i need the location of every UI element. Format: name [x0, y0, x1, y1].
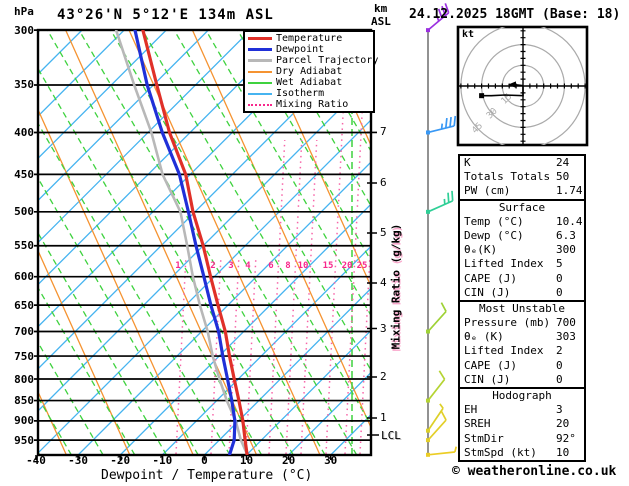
- table-label: Lifted Index: [464, 257, 544, 271]
- table-label: EH: [464, 403, 478, 417]
- km-tick-label: 6: [380, 176, 387, 189]
- legend-label: Dry Adiabat: [276, 65, 343, 77]
- wind-barb-station-dot: [426, 429, 430, 433]
- table-label: θₑ(K): [464, 243, 498, 257]
- mixing-ratio-value-label: 20: [341, 261, 353, 271]
- legend-item: [248, 88, 370, 99]
- wind-barb: [426, 411, 446, 442]
- table-row: [460, 272, 584, 286]
- legend-item: [248, 99, 370, 110]
- pressure-tick-label: 700: [14, 325, 34, 339]
- temp-tick-label: -40: [26, 454, 46, 467]
- parcel-trajectory-legend-swatch: [248, 59, 272, 62]
- legend-label: Wet Adiabat: [276, 76, 343, 88]
- pressure-tick-label: 750: [14, 349, 34, 363]
- info-table: [458, 154, 586, 462]
- km-tick-label: 7: [380, 125, 387, 139]
- table-label: Dewp (°C): [464, 228, 524, 242]
- table-value: 10: [556, 445, 570, 459]
- table-value: 0: [556, 285, 563, 299]
- wind-barb-station-dot: [426, 210, 430, 214]
- table-row: [460, 215, 584, 229]
- wind-barb-station-dot: [426, 399, 430, 403]
- table-label: CIN (J): [464, 285, 511, 299]
- mixing-ratio-value-label: 15: [322, 261, 334, 271]
- table-label: Lifted Index: [464, 344, 544, 358]
- legend-label: Mixing Ratio: [276, 98, 349, 110]
- table-label: Pressure (mb): [464, 316, 551, 330]
- table-section-header: Surface: [498, 200, 546, 214]
- page-title: 43°26'N 5°12'E 134m ASL: [57, 7, 274, 23]
- wind-barb-station-dot: [426, 438, 430, 442]
- wet-adiabat-legend-swatch: [248, 82, 272, 84]
- wind-barb-station-dot: [426, 130, 430, 134]
- table-label: θₑ (K): [464, 330, 504, 344]
- pressure-unit-label: hPa: [14, 5, 34, 18]
- table-value: 20: [556, 417, 570, 431]
- table-value: 3: [556, 403, 563, 417]
- table-section: [460, 199, 584, 300]
- table-label: CAPE (J): [464, 358, 517, 372]
- table-value: 24: [556, 156, 570, 169]
- wind-barb-glyph: [428, 303, 446, 332]
- table-value: 303: [556, 330, 576, 344]
- x-axis-title: Dewpoint / Temperature (°C): [101, 468, 313, 483]
- wind-barb-station-dot: [426, 330, 430, 334]
- hodograph-trace-end-marker: [479, 93, 484, 98]
- table-row: [460, 359, 584, 373]
- mixing-ratio-value-label: 8: [285, 261, 291, 271]
- table-value: 92°: [556, 431, 576, 445]
- table-label: Temp (°C): [464, 214, 524, 228]
- table-row: [460, 170, 584, 184]
- hodograph-unit-label: kt: [462, 29, 475, 40]
- pressure-tick-label: 600: [14, 270, 34, 284]
- table-section: [460, 300, 584, 387]
- table-section: [460, 387, 584, 460]
- pressure-tick-label: 950: [14, 433, 34, 447]
- table-section-header: Most Unstable: [478, 301, 566, 315]
- credit: © weatheronline.co.uk: [452, 464, 617, 479]
- table-row: [460, 257, 584, 271]
- mixing-ratio-value-label: 6: [268, 261, 274, 271]
- lcl-label: LCL: [381, 429, 401, 442]
- table-value: 0: [556, 271, 563, 285]
- table-value: 700: [556, 316, 576, 330]
- wind-barb-station-dot: [426, 453, 430, 457]
- wind-barb: [426, 447, 456, 457]
- mixing-ratio-legend-swatch: [248, 104, 272, 106]
- mixing-ratio-value-label: 25: [356, 261, 368, 271]
- table-row: [460, 417, 584, 431]
- table-row: [460, 432, 584, 446]
- dry-adiabat-legend-swatch: [248, 71, 272, 73]
- storm-motion-shaft: [515, 85, 523, 86]
- table-row: [460, 373, 584, 387]
- temperature-legend-swatch: [248, 37, 272, 40]
- table-label: K: [464, 156, 471, 169]
- km-tick-label: 2: [380, 370, 387, 383]
- temp-tick-label: 30: [324, 454, 338, 467]
- pressure-tick-label: 400: [14, 125, 34, 139]
- table-row: [460, 446, 584, 460]
- table-value: 0: [556, 358, 563, 372]
- table-label: SREH: [464, 417, 491, 431]
- table-value: 1.74: [556, 184, 583, 198]
- table-value: 5: [556, 257, 563, 271]
- legend-label: Isotherm: [276, 87, 325, 99]
- legend-item: [248, 66, 370, 77]
- pressure-tick-label: 550: [14, 239, 34, 253]
- legend: [243, 30, 379, 113]
- wind-barb: [426, 191, 453, 214]
- wind-barb: [426, 116, 455, 134]
- legend-label: Temperature: [276, 32, 343, 44]
- mixing-ratio-value-label: 10: [297, 261, 309, 271]
- temp-tick-label: 20: [281, 454, 296, 467]
- table-row: [460, 316, 584, 330]
- table-label: StmDir: [464, 431, 504, 445]
- isotherm-legend-swatch: [248, 93, 272, 95]
- wind-barb-glyph: [428, 191, 453, 212]
- altitude-unit-asl: ASL: [371, 15, 391, 28]
- pressure-tick-label: 800: [14, 372, 34, 386]
- table-row: [460, 403, 584, 417]
- temp-tick-label: -10: [152, 454, 173, 467]
- table-label: CAPE (J): [464, 271, 517, 285]
- temp-tick-label: 10: [239, 454, 254, 467]
- km-tick-label: 5: [380, 226, 387, 239]
- temp-tick-label: 0: [201, 454, 208, 467]
- wind-barb: [426, 303, 446, 334]
- pressure-tick-label: 500: [14, 205, 34, 219]
- legend-item: [248, 44, 370, 55]
- wind-barb-glyph: [428, 371, 445, 401]
- legend-label: Parcel Trajectory: [276, 54, 379, 66]
- legend-label: Dewpoint: [276, 43, 325, 55]
- km-tick-label: 3: [380, 321, 387, 335]
- pressure-tick-label: 850: [14, 394, 34, 408]
- mixing-ratio-value-label: 4: [245, 261, 251, 271]
- pressure-tick-label: 450: [14, 167, 34, 181]
- temp-tick-label: -20: [110, 454, 131, 467]
- table-row: [460, 344, 584, 358]
- mixing-ratio-value-label: 1: [175, 261, 181, 271]
- table-row: [460, 184, 584, 198]
- table-value: 0: [556, 372, 563, 386]
- hodograph-ring-label: 30: [484, 106, 500, 122]
- dewpoint-legend-swatch: [248, 48, 272, 51]
- pressure-tick-label: 650: [14, 298, 34, 312]
- km-tick-label: 1: [380, 411, 387, 424]
- table-row: [460, 286, 584, 300]
- table-section: [460, 156, 584, 199]
- km-tick-label: 4: [380, 276, 387, 289]
- wind-barb-station-dot: [426, 28, 430, 32]
- table-value: 300: [556, 243, 576, 257]
- mixing-ratio-axis-label: Mixing Ratio (g/kg): [389, 223, 403, 350]
- hodograph-ring-label: 15: [499, 91, 515, 107]
- table-value: 6.3: [556, 228, 576, 242]
- table-section-header: Hodograph: [492, 389, 552, 402]
- pressure-tick-label: 900: [14, 414, 34, 428]
- wind-barb-glyph: [428, 116, 455, 132]
- table-value: 2: [556, 344, 563, 358]
- table-value: 10.4: [556, 214, 583, 228]
- wind-barb-glyph: [428, 447, 456, 455]
- legend-item: [248, 77, 370, 88]
- table-label: CIN (J): [464, 372, 511, 386]
- mixing-ratio-value-label: 2: [210, 261, 216, 271]
- legend-item: [248, 33, 370, 44]
- legend-item: [248, 54, 379, 66]
- pressure-tick-label: 350: [14, 78, 34, 92]
- altitude-unit-km: km: [374, 2, 388, 15]
- table-row: [460, 229, 584, 243]
- hodograph-ring-label: 45: [470, 121, 486, 136]
- table-label: Totals Totals: [464, 170, 551, 184]
- table-row: [460, 243, 584, 257]
- table-row: [460, 156, 584, 170]
- run-datetime: 24.12.2025 18GMT (Base: 18): [409, 7, 621, 22]
- pressure-tick-label: 300: [14, 23, 34, 37]
- table-label: StmSpd (kt): [464, 445, 537, 459]
- table-value: 50: [556, 170, 570, 184]
- table-label: PW (cm): [464, 184, 511, 198]
- km-tick-marks: [367, 132, 379, 435]
- table-row: [460, 330, 584, 344]
- mixing-ratio-value-label: 3: [228, 261, 234, 271]
- temp-tick-label: -30: [68, 454, 89, 467]
